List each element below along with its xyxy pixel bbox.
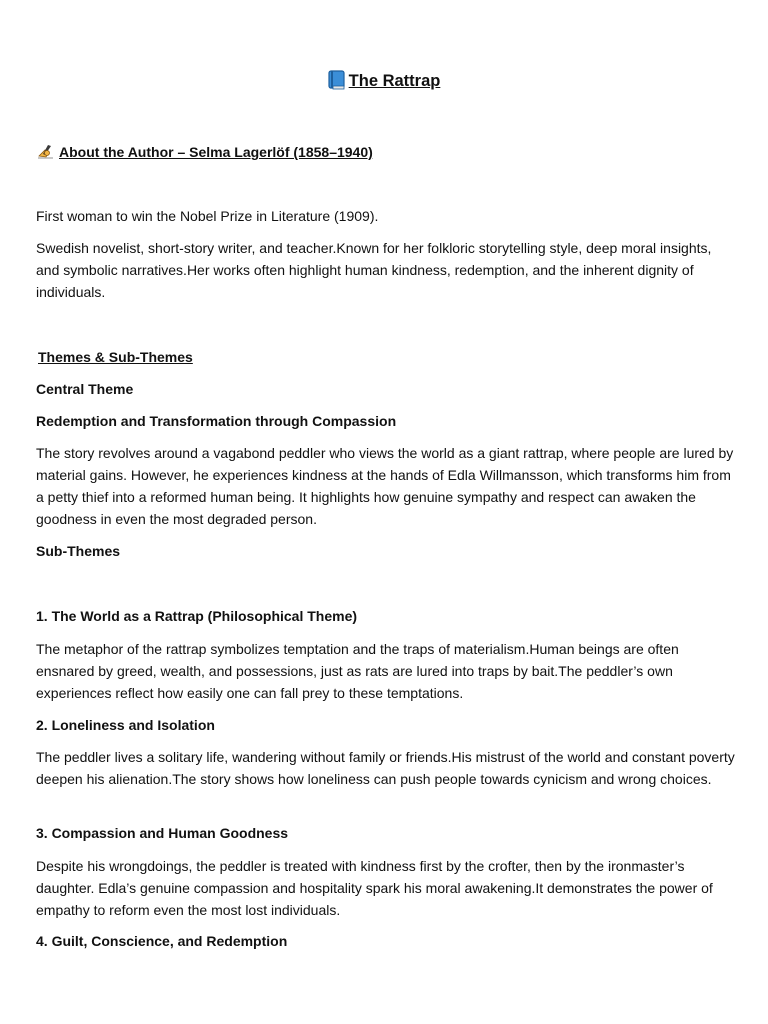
themes-heading-text: Themes & Sub-Themes (38, 349, 193, 365)
author-paragraph-2: Swedish novelist, short-story writer, and teacher.Known for her folkloric storytelling style, deep moral insights, and symbolic narratives.Her works often highlight human kindness, redemption, and the inherent dignity of individuals. (36, 240, 712, 300)
sub-themes-label: Sub-Themes (36, 543, 121, 559)
sub-theme-1-title: 1. The World as a Rattrap (Philosophical Theme) (36, 608, 358, 624)
author-heading (36, 141, 373, 163)
sub-theme-2-title: 2. Loneliness and Isolation (36, 717, 215, 733)
blue-book-icon (328, 70, 346, 90)
sub-theme-4-title: 4. Guilt, Conscience, and Redemption (36, 933, 288, 949)
document-title (0, 69, 768, 93)
central-theme-label: Central Theme (36, 381, 134, 397)
sub-theme-1-text: The metaphor of the rattrap symbolizes temptation and the traps of materialism.Human beings are often ensnared by greed, wealth, and possessions, just as rats are lured into traps by bait.The peddler’s own experiences reflect how easily one can fall prey to these temptations. (36, 641, 679, 701)
author-heading-text: About the Author – Selma Lagerlöf (1858–1940) (59, 144, 373, 160)
sub-theme-3-text: Despite his wrongdoings, the peddler is treated with kindness first by the crofter, then by the ironmaster’s daughter. Edla’s genuine compassion and hospitality spark his moral awakening.It demonstrates the power of empathy to reform even the most lost individuals. (36, 858, 713, 918)
author-paragraph-1: First woman to win the Nobel Prize in Literature (1909). (36, 208, 379, 224)
title-text: The Rattrap (348, 72, 441, 90)
sub-theme-2-text: The peddler lives a solitary life, wandering without family or friends.His mistrust of the world and constant poverty deepen his alienation.The story shows how loneliness can push people towards cynicism and wrong choices. (36, 749, 735, 787)
sub-theme-3-title: 3. Compassion and Human Goodness (36, 825, 289, 841)
central-theme-title: Redemption and Transformation through Compassion (36, 413, 397, 429)
themes-heading (38, 346, 738, 368)
central-theme-text: The story revolves around a vagabond peddler who views the world as a giant rattrap, where people are lured by material gains. However, he experiences kindness at the hands of Edla Willmansson, which transforms him from a petty thief into a reformed human being. It highlights how genuine sympathy and respect can awaken the goodness in even the most degraded person. (36, 445, 734, 527)
writing-hand-icon (36, 143, 55, 161)
